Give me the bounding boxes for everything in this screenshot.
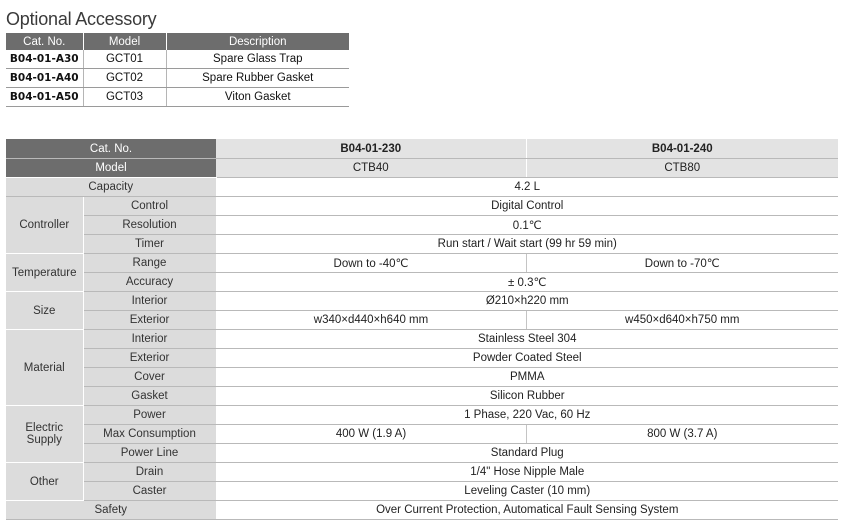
accessory-model: GCT03 bbox=[83, 88, 166, 107]
accessory-cat-no: B04-01-A30 bbox=[6, 50, 83, 69]
spec-material-label: Material bbox=[6, 330, 83, 406]
spec-controller-label: Controller bbox=[6, 197, 83, 254]
accessory-model: GCT01 bbox=[83, 50, 166, 69]
spec-control-value: Digital Control bbox=[216, 197, 838, 216]
spec-caster-label: Caster bbox=[83, 482, 216, 501]
spec-capacity-row bbox=[6, 178, 838, 197]
spec-cat-no-row bbox=[6, 139, 838, 159]
accessory-header-description: Description bbox=[166, 33, 349, 50]
spec-material-exterior-row bbox=[6, 349, 838, 368]
spec-table bbox=[6, 139, 838, 520]
spec-model-row bbox=[6, 159, 838, 178]
spec-material-interior-value: Stainless Steel 304 bbox=[216, 330, 838, 349]
spec-size-exterior-ctb40: w340×d440×h640 mm bbox=[216, 311, 526, 330]
spec-accuracy-row bbox=[6, 273, 838, 292]
spec-cover-value: PMMA bbox=[216, 368, 838, 387]
spec-electric-supply-label bbox=[6, 406, 83, 463]
spec-max-consumption-ctb80: 800 W (3.7 A) bbox=[526, 425, 838, 444]
spec-material-interior-row bbox=[6, 330, 838, 349]
spec-max-consumption-label: Max Consumption bbox=[83, 425, 216, 444]
spec-timer-label: Timer bbox=[83, 235, 216, 254]
spec-range-row bbox=[6, 254, 838, 273]
accessory-table bbox=[6, 33, 349, 107]
spec-power-row bbox=[6, 406, 838, 425]
spec-temperature-label: Temperature bbox=[6, 254, 83, 292]
spec-safety-value: Over Current Protection, Automatical Fault Sensing System bbox=[216, 501, 838, 520]
spec-range-ctb80: Down to -70℃ bbox=[526, 254, 838, 273]
spec-size-exterior-label: Exterior bbox=[83, 311, 216, 330]
spec-range-label: Range bbox=[83, 254, 216, 273]
spec-model-ctb40: CTB40 bbox=[216, 159, 526, 178]
spec-resolution-label: Resolution bbox=[83, 216, 216, 235]
spec-control-label: Control bbox=[83, 197, 216, 216]
accessory-description: Spare Glass Trap bbox=[166, 50, 349, 69]
accessory-header-row bbox=[6, 33, 349, 50]
spec-cover-row bbox=[6, 368, 838, 387]
spec-timer-value: Run start / Wait start (99 hr 59 min) bbox=[216, 235, 838, 254]
spec-material-interior-label: Interior bbox=[83, 330, 216, 349]
spec-gasket-value: Silicon Rubber bbox=[216, 387, 838, 406]
spec-size-interior-row bbox=[6, 292, 838, 311]
table-row bbox=[6, 88, 349, 107]
spec-drain-row bbox=[6, 463, 838, 482]
spec-caster-row bbox=[6, 482, 838, 501]
spec-cover-label: Cover bbox=[83, 368, 216, 387]
spec-material-exterior-value: Powder Coated Steel bbox=[216, 349, 838, 368]
spec-size-label: Size bbox=[6, 292, 83, 330]
accessory-header-model: Model bbox=[83, 33, 166, 50]
accessory-header-cat-no: Cat. No. bbox=[6, 33, 83, 50]
spec-capacity-value: 4.2 L bbox=[216, 178, 838, 197]
spec-power-label: Power bbox=[83, 406, 216, 425]
accessory-model: GCT02 bbox=[83, 69, 166, 88]
spec-power-line-value: Standard Plug bbox=[216, 444, 838, 463]
table-row bbox=[6, 50, 349, 69]
accessory-cat-no: B04-01-A40 bbox=[6, 69, 83, 88]
spec-drain-label: Drain bbox=[83, 463, 216, 482]
accessory-description: Spare Rubber Gasket bbox=[166, 69, 349, 88]
table-row bbox=[6, 69, 349, 88]
spec-drain-value: 1/4" Hose Nipple Male bbox=[216, 463, 838, 482]
spec-timer-row bbox=[6, 235, 838, 254]
spec-capacity-label: Capacity bbox=[6, 178, 216, 197]
spec-size-interior-value: Ø210×h220 mm bbox=[216, 292, 838, 311]
spec-other-label: Other bbox=[6, 463, 83, 501]
spec-accuracy-value: ± 0.3℃ bbox=[216, 273, 838, 292]
spec-resolution-value: 0.1℃ bbox=[216, 216, 838, 235]
spec-range-ctb40: Down to -40℃ bbox=[216, 254, 526, 273]
accessory-title: Optional Accessory bbox=[6, 9, 157, 29]
spec-size-interior-label: Interior bbox=[83, 292, 216, 311]
spec-control-row bbox=[6, 197, 838, 216]
spec-power-value: 1 Phase, 220 Vac, 60 Hz bbox=[216, 406, 838, 425]
spec-model-label: Model bbox=[6, 159, 216, 178]
accessory-description: Viton Gasket bbox=[166, 88, 349, 107]
spec-model-ctb80: CTB80 bbox=[526, 159, 838, 178]
spec-safety-label: Safety bbox=[6, 501, 216, 520]
spec-electric-label-line2: Supply bbox=[26, 434, 62, 446]
spec-power-line-row bbox=[6, 444, 838, 463]
spec-gasket-label: Gasket bbox=[83, 387, 216, 406]
spec-cat-no-ctb80: B04-01-240 bbox=[526, 139, 838, 159]
spec-max-consumption-row bbox=[6, 425, 838, 444]
spec-size-exterior-ctb80: w450×d640×h750 mm bbox=[526, 311, 838, 330]
spec-accuracy-label: Accuracy bbox=[83, 273, 216, 292]
spec-electric-label-line1: Electric bbox=[25, 422, 64, 434]
spec-size-exterior-row bbox=[6, 311, 838, 330]
spec-resolution-row bbox=[6, 216, 838, 235]
spec-safety-row bbox=[6, 501, 838, 520]
spec-gasket-row bbox=[6, 387, 838, 406]
spec-power-line-label: Power Line bbox=[83, 444, 216, 463]
accessory-cat-no: B04-01-A50 bbox=[6, 88, 83, 107]
spec-caster-value: Leveling Caster (10 mm) bbox=[216, 482, 838, 501]
spec-cat-no-ctb40: B04-01-230 bbox=[216, 139, 526, 159]
spec-cat-no-label: Cat. No. bbox=[6, 139, 216, 159]
spec-material-exterior-label: Exterior bbox=[83, 349, 216, 368]
spec-max-consumption-ctb40: 400 W (1.9 A) bbox=[216, 425, 526, 444]
